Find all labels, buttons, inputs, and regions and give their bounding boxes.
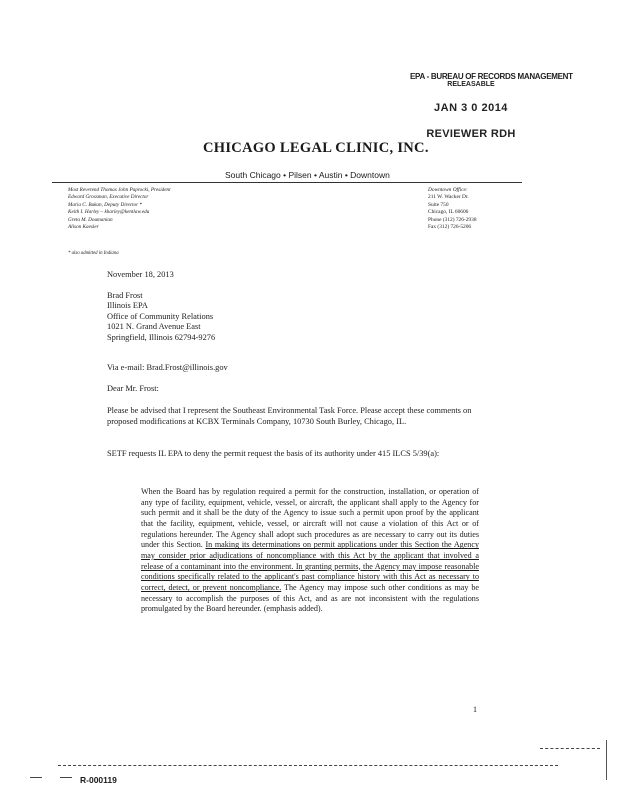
quote-text: When the Board has by regulation required a permit for the construction, installation, or operation of any type of facility, equipment, vehicle, vessel, or aircraft, the applicant shall apply to the Agency for such permit and it shall be the duty of the Agency to issue such a permit upon proof by the applicant that the facility, equipment, vehicle, vessel, or aircraft will not cause a violation of this Act or of regulations hereunder. The Agency shall adopt such procedures as are necessary to carry out its duties under this Section.: [141, 487, 479, 550]
staff-line: Alison Kaesler: [68, 224, 99, 231]
recipient-line: Office of Community Relations: [107, 311, 214, 321]
scan-mark: [606, 740, 607, 780]
bates-number: R-000119: [80, 775, 117, 785]
office-line: Fax (312) 726-5206: [428, 224, 472, 231]
scan-dash-line: [58, 765, 558, 766]
salutation: Dear Mr. Frost:: [107, 384, 159, 393]
recipient-line: Brad Frost: [107, 291, 143, 300]
letterhead-rule: [52, 182, 522, 183]
downtown-office-address: [428, 187, 477, 231]
stamp-reviewer: REVIEWER RDH: [426, 128, 516, 140]
office-locations: South Chicago • Pilsen • Austin • Downtown: [225, 170, 390, 180]
quote-emphasis: In making its determinations on permit applications under this Section the Agency may consider prior adjudications of noncompliance with this Act by the applicant that involved a release of a contaminant into the environment. In granting permits, the Agency may impose reasonable conditions specifically related to the applicant's past compliance history with this Act as necessary to correct, detect, or prevent noncompliance.: [141, 540, 479, 592]
staff-line: Greta M. Doumanian: [68, 216, 113, 223]
office-line: 211 W. Wacker Dr.: [428, 194, 469, 201]
office-header: Downtown Office:: [428, 187, 468, 193]
staff-line: Keith I. Harley – kharley@kentlaw.edu: [68, 209, 150, 216]
admission-footnote: * also admitted in Indiana: [68, 251, 119, 256]
staff-line: Maria C. Bukan, Deputy Director *: [68, 201, 143, 208]
recipient-line: Springfield, Illinois 62794-9276: [107, 332, 216, 342]
recipient-line: 1021 N. Grand Avenue East: [107, 322, 201, 332]
letter-date: November 18, 2013: [107, 270, 174, 279]
page-number: 1: [473, 705, 477, 714]
recipient-address: [107, 291, 215, 343]
firm-name: CHICAGO LEGAL CLINIC, INC.: [203, 140, 429, 156]
request-paragraph: SETF requests IL EPA to deny the permit request the basis of its authority under 415 ILCS 5/39(a):: [107, 449, 440, 458]
quote-text: The Agency may impose such other conditions as may be necessary to accomplish the purposes of this Act, and as are not inconsistent with the regulations promulgated by the Board hereunder. (emphasis added).: [141, 582, 480, 614]
staff-list: [68, 187, 171, 231]
stamp-date: JAN 3 0 2014: [434, 102, 508, 114]
office-line: Phone (312) 726-2938: [428, 216, 477, 223]
office-line: Suite 750: [428, 201, 449, 208]
office-line: Chicago, IL 60606: [428, 209, 469, 216]
stamp-line-1: EPA - BUREAU OF RECORDS MANAGEMENT: [410, 72, 573, 81]
intro-paragraph: Please be advised that I represent the Southeast Environmental Task Force. Please accept these comments on proposed modifications at KCBX Terminals Company, 10730 South Burley, Chicago, IL.: [107, 406, 472, 426]
scan-mark: [30, 777, 42, 778]
recipient-line: Illinois EPA: [107, 301, 148, 311]
scan-mark: [60, 777, 72, 778]
scan-dash-line: [540, 748, 600, 749]
staff-line: Most Reverend Thomas John Paprocki, President: [68, 187, 171, 193]
records-stamp: [410, 72, 573, 140]
stamp-line-2: RELEASABLE: [447, 81, 495, 88]
statute-quote: [141, 487, 479, 615]
via-email-line: Via e-mail: Brad.Frost@illinois.gov: [107, 363, 228, 372]
staff-line: Edward Grossman, Executive Director: [68, 194, 149, 201]
